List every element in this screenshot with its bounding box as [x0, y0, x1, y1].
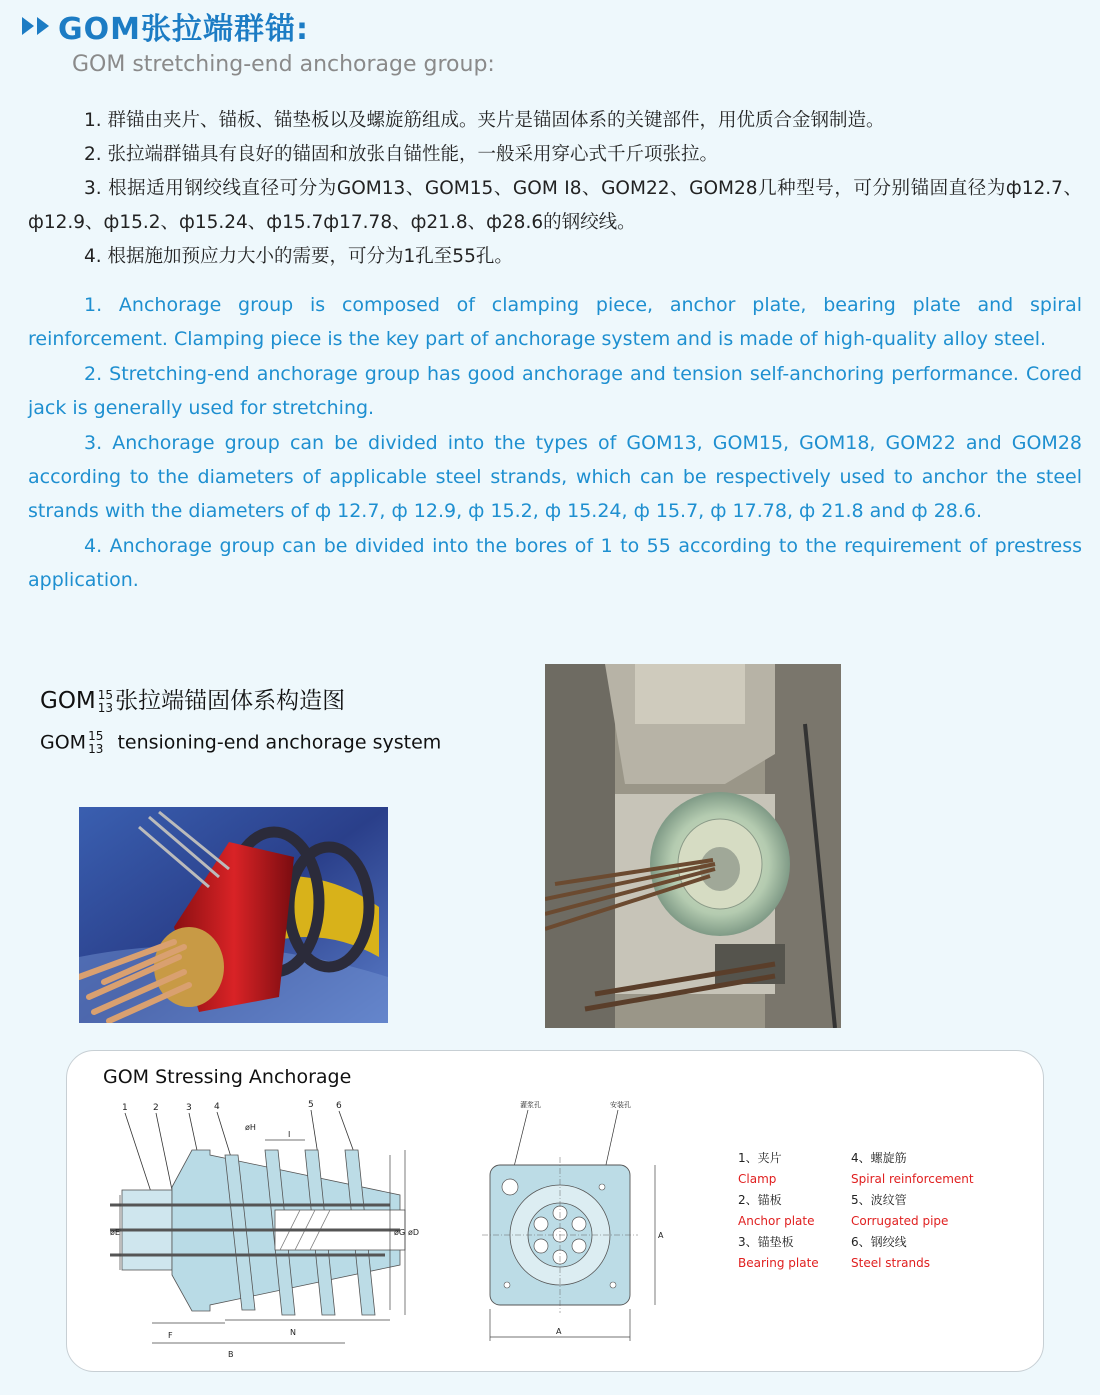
dim-label: A — [556, 1327, 562, 1336]
legend-en: Corrugated pipe — [851, 1214, 949, 1228]
system-sub-prefix: GOM — [40, 731, 87, 754]
cn-item: 2. 张拉端群锚具有良好的锚固和放张自锚性能，一般采用穿心式千斤项张拉。 — [84, 144, 719, 165]
dim-label: N — [290, 1328, 296, 1337]
model-superscript — [98, 689, 113, 715]
legend-cn: 1、夹片 — [738, 1151, 782, 1165]
legend-cn: 4、螺旋筋 — [851, 1151, 907, 1165]
en-item: 3. Anchorage group can be divided into the types of GOM13, GOM15, GOM18, GOM22 and GOM28 according to the diameters of applicable steel strands, which can be respectively used to anchor the steel strands with the diameters of ф 12.7, ф 12.9, ф 15.2, ф 15.24, ф 15.7, ф 17.78, ф 21.8 and ф 28.6. — [28, 431, 1082, 523]
legend-cn: 3、锚垫板 — [738, 1235, 794, 1249]
system-title — [40, 682, 345, 715]
arrow-icon — [22, 17, 34, 35]
model-superscript — [88, 730, 103, 756]
en-item: 4. Anchorage group can be divided into the bores of 1 to 55 according to the requirement of prestress application. — [28, 534, 1082, 592]
arrow-icon — [37, 17, 49, 35]
legend-en: Bearing plate — [738, 1256, 819, 1270]
legend-en: Anchor plate — [738, 1214, 815, 1228]
sup-top: 15 — [88, 729, 104, 743]
dim-label: øG — [394, 1228, 406, 1237]
dim-label: øH — [245, 1123, 256, 1132]
site-installation-photo — [545, 664, 841, 1028]
legend-col-1 — [738, 1148, 819, 1274]
part-number: 6 — [336, 1101, 342, 1111]
dim-label: I — [288, 1130, 291, 1139]
cn-item: 3. 根据适用钢绞线直径可分为GOM13、GOM15、GOM I8、GOM22、GOM28几种型号，可分别锚固直径为ф12.7、ф12.9、ф15.2、ф15.24、ф15.7ф17.78、ф21.8、ф28.6的钢绞线。 — [28, 178, 1082, 233]
legend-en: Steel strands — [851, 1256, 930, 1270]
legend-en: Spiral reinforcement — [851, 1172, 974, 1186]
part-number: 2 — [153, 1103, 159, 1113]
dim-label: øE — [110, 1228, 120, 1237]
system-title-prefix: GOM — [40, 688, 96, 714]
page-subtitle: GOM stretching-end anchorage group: — [72, 52, 495, 77]
diagram-title: GOM Stressing Anchorage — [103, 1066, 352, 1088]
hole-label: 灌浆孔 — [520, 1101, 541, 1109]
sup-top: 15 — [97, 687, 114, 702]
title-row — [22, 4, 309, 48]
system-subtitle — [40, 730, 441, 756]
part-number: 1 — [122, 1103, 128, 1113]
en-item: 1. Anchorage group is composed of clamping piece, anchor plate, bearing plate and spiral reinforcement. Clamping piece is the key part of anchorage system and is made of high-quality alloy steel. — [28, 294, 1082, 351]
legend-en: Clamp — [738, 1172, 777, 1186]
english-description — [28, 288, 1082, 598]
legend-cn: 2、锚板 — [738, 1193, 782, 1207]
part-number: 4 — [214, 1102, 220, 1112]
sup-bottom: 13 — [97, 700, 114, 715]
chinese-description — [28, 104, 1082, 274]
legend-col-2 — [851, 1148, 974, 1274]
anchorage-render-image — [79, 807, 388, 1023]
dim-label: A — [658, 1231, 664, 1240]
dim-label: B — [228, 1350, 234, 1359]
dim-label: F — [168, 1331, 173, 1340]
cn-item: 1. 群锚由夹片、锚板、锚垫板以及螺旋筋组成。夹片是锚固体系的关键部件，用优质合金钢制造。 — [84, 110, 885, 131]
legend-cn: 5、波纹管 — [851, 1193, 907, 1207]
part-number: 3 — [186, 1103, 192, 1113]
front-view-drawing — [480, 1095, 670, 1345]
cn-item: 4. 根据施加预应力大小的需要，可分为1孔至55孔。 — [84, 246, 513, 267]
legend-cn: 6、钢绞线 — [851, 1235, 907, 1249]
sup-bottom: 13 — [88, 742, 104, 756]
system-sub-suffix: tensioning-end anchorage system — [117, 731, 442, 754]
side-section-drawing — [100, 1095, 430, 1360]
en-item: 2. Stretching-end anchorage group has good anchorage and tension self-anchoring performance. Cored jack is generally used for stretching. — [28, 362, 1082, 420]
system-title-suffix: 张拉端锚固体系构造图 — [115, 688, 346, 714]
part-number: 5 — [308, 1100, 314, 1110]
page-title: GOM张拉端群锚: — [58, 12, 309, 47]
hole-label: 安装孔 — [610, 1101, 631, 1109]
dim-label: øD — [408, 1228, 420, 1237]
